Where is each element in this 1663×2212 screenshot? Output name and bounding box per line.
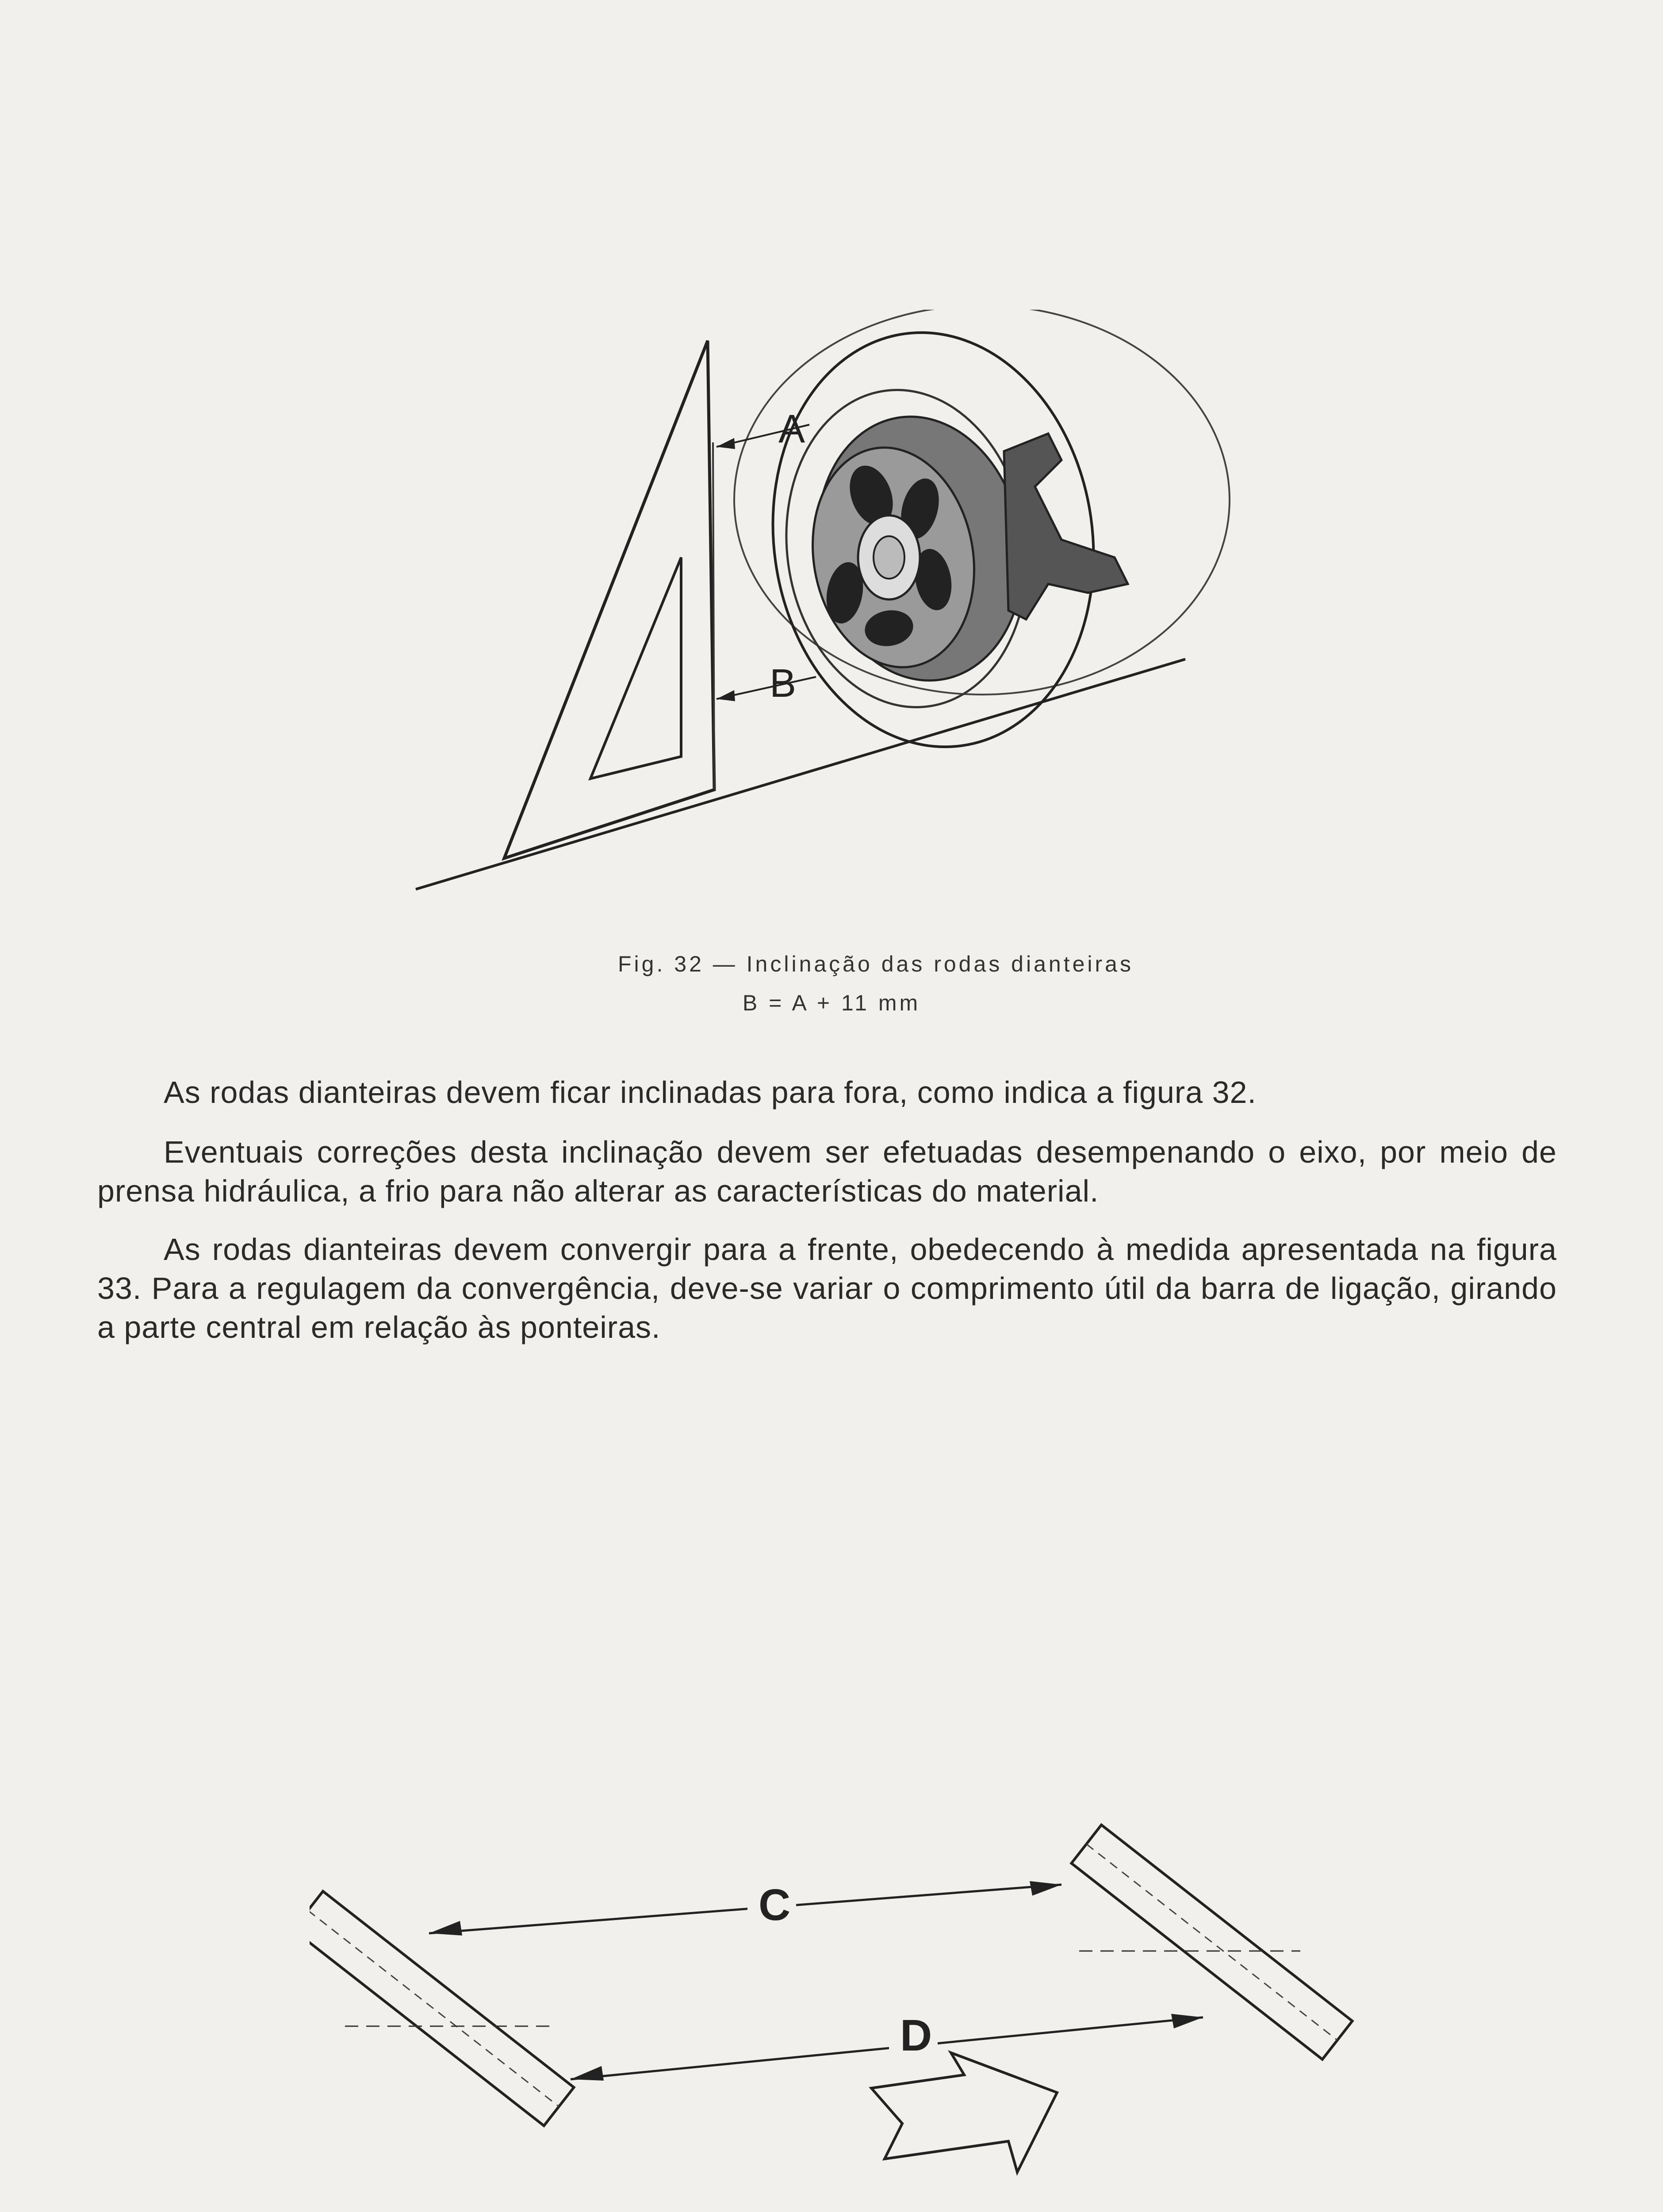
direction-arrow [871,2053,1057,2172]
left-wheel [310,1891,574,2126]
label-a: A [778,407,805,451]
figure-32-illustration [398,310,1238,911]
label-b: B [770,661,797,706]
label-c: C [759,1880,791,1930]
figure-33-illustration [310,1805,1371,2194]
paragraph-3 [97,1230,1557,1347]
figure-32-formula: B = A + 11 mm [742,991,921,1015]
set-square-cutout [590,557,681,779]
figure-32-caption: Fig. 32 — Inclinação das rodas dianteiras [618,952,1134,976]
set-square [504,341,714,858]
paragraph-3-text: As rodas dianteiras devem convergir para a frente, obedecendo à medida apresentada na figura 33. Para a regulagem da convergência, deve-se variar o comprimento útil da barra de ligação, girando a parte central em relação às ponteiras. [97,1232,1557,1344]
paragraph-2 [97,1133,1557,1210]
ground-line [416,659,1185,889]
right-wheel [1071,1825,1352,2059]
paragraph-2-text: Eventuais correções desta inclinação devem ser efetuadas desempenando o eixo, por meio de prensa hidráulica, a frio para não alterar as características do material. [97,1135,1557,1208]
paragraph-1 [97,1073,1557,1112]
label-d: D [900,2011,932,2060]
paragraph-1-text: As rodas dianteiras devem ficar inclinadas para fora, como indica a figura 32. [164,1075,1257,1110]
